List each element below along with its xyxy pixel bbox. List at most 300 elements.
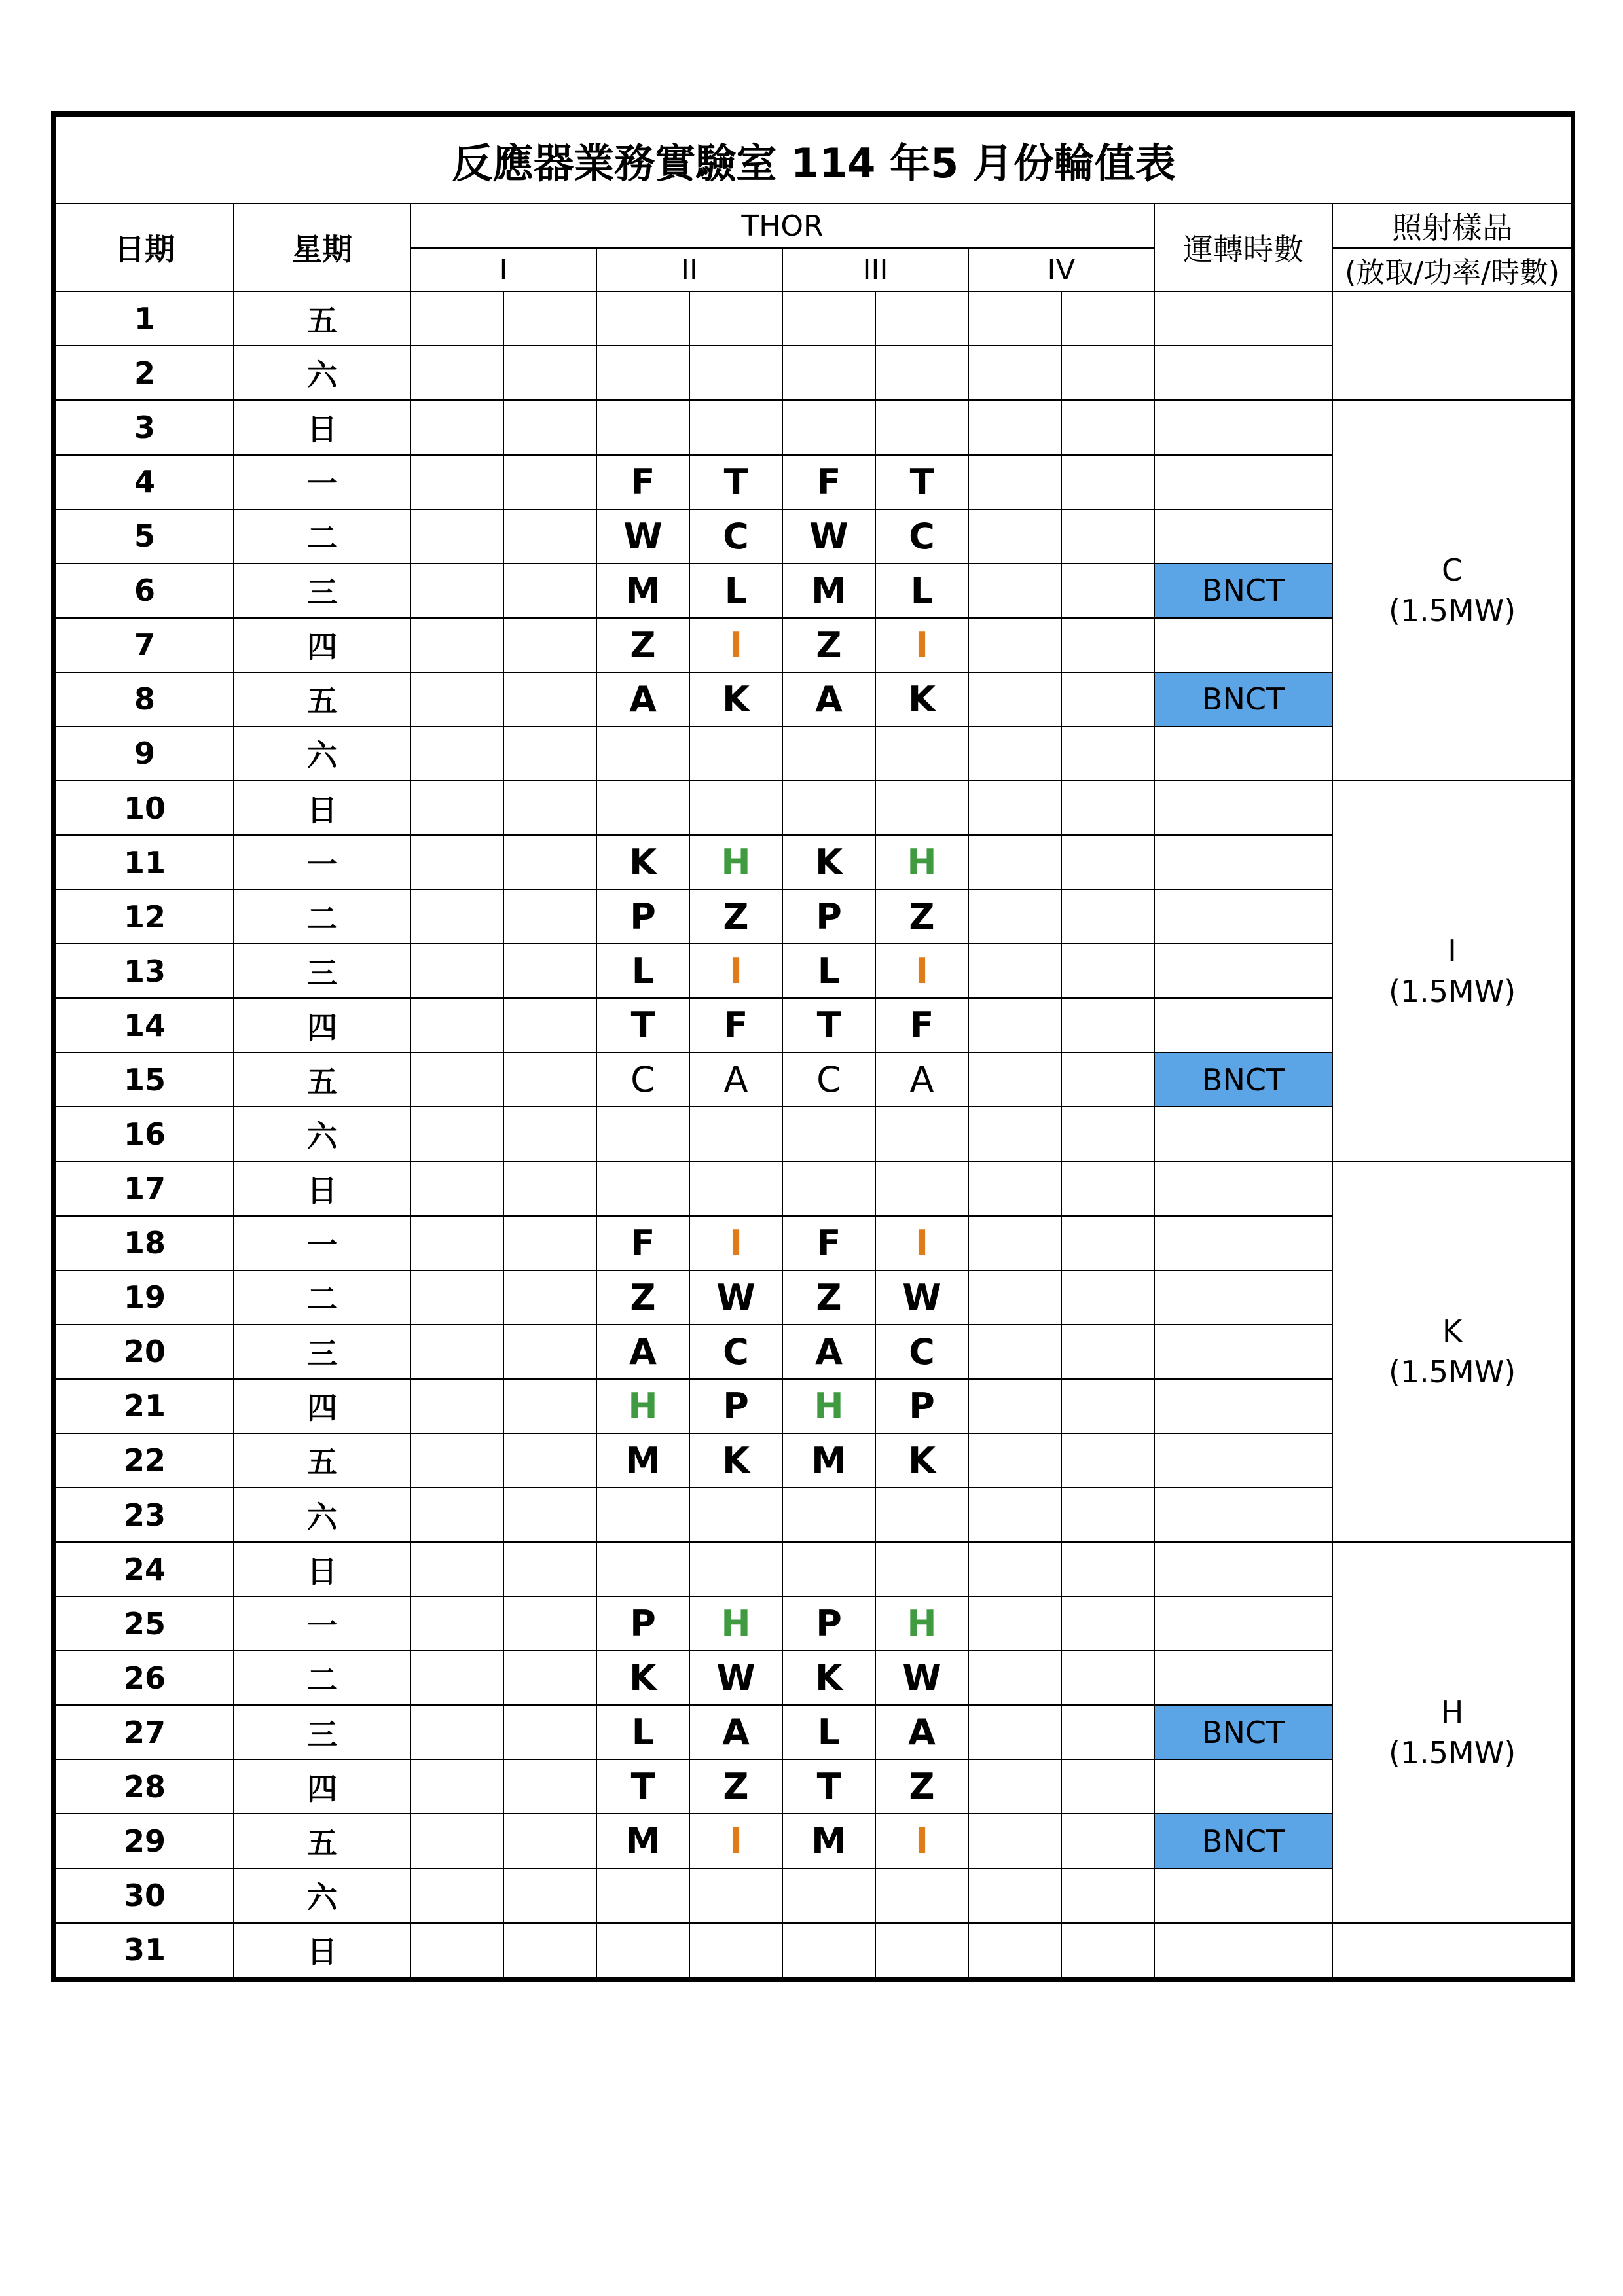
shift-cell <box>1061 291 1154 346</box>
date-cell: 18 <box>56 1216 234 1270</box>
bnct-badge: BNCT <box>1154 564 1332 618</box>
shift-cell-iii-b: A <box>875 1705 968 1759</box>
shift-cell <box>1061 1596 1154 1651</box>
shift-cell <box>503 1433 596 1488</box>
shift-cell-ii-a: M <box>596 564 689 618</box>
shift-cell-iii-a <box>782 400 875 454</box>
shift-cell <box>968 291 1061 346</box>
shift-cell <box>1061 1107 1154 1161</box>
date-cell: 2 <box>56 346 234 400</box>
shift-cell <box>1061 1216 1154 1270</box>
weekday-cell: 六 <box>234 346 410 400</box>
date-cell: 14 <box>56 998 234 1052</box>
shift-cell-ii-b: K <box>689 1433 782 1488</box>
shift-cell <box>968 400 1061 454</box>
date-cell: 17 <box>56 1162 234 1216</box>
shift-cell <box>1061 1759 1154 1814</box>
sample-power: (1.5MW) <box>1388 973 1516 1009</box>
shift-cell <box>503 509 596 564</box>
shift-cell-ii-b <box>689 291 782 346</box>
shift-cell <box>503 1651 596 1705</box>
shift-cell <box>1061 726 1154 781</box>
operation-cell <box>1154 1379 1332 1433</box>
shift-cell-ii-a: L <box>596 944 689 998</box>
weekday-cell: 日 <box>234 1542 410 1596</box>
weekday-cell: 二 <box>234 1651 410 1705</box>
weekday-cell: 五 <box>234 291 410 346</box>
date-cell: 30 <box>56 1869 234 1923</box>
shift-cell <box>1061 509 1154 564</box>
weekday-cell: 五 <box>234 1052 410 1107</box>
shift-cell-ii-a: M <box>596 1814 689 1868</box>
weekday-cell: 六 <box>234 1107 410 1161</box>
shift-cell <box>503 1814 596 1868</box>
shift-cell <box>1061 455 1154 509</box>
shift-cell-ii-b: C <box>689 1325 782 1379</box>
shift-cell <box>968 1379 1061 1433</box>
weekday-cell: 四 <box>234 618 410 672</box>
shift-cell <box>503 1162 596 1216</box>
table-row <box>56 1162 1572 1216</box>
shift-cell-iii-a: K <box>782 1651 875 1705</box>
date-cell: 6 <box>56 564 234 618</box>
shift-cell <box>968 618 1061 672</box>
shift-cell-ii-a: P <box>596 1596 689 1651</box>
shift-cell <box>968 1705 1061 1759</box>
shift-cell-iii-a <box>782 1107 875 1161</box>
shift-cell-iii-b <box>875 1488 968 1542</box>
shift-cell-ii-a: K <box>596 835 689 889</box>
date-cell: 10 <box>56 781 234 835</box>
shift-cell <box>1061 998 1154 1052</box>
weekday-cell: 四 <box>234 1759 410 1814</box>
shift-cell <box>410 726 503 781</box>
shift-cell-iii-a: L <box>782 944 875 998</box>
date-cell: 5 <box>56 509 234 564</box>
shift-cell <box>410 1379 503 1433</box>
header-thor: THOR <box>410 204 1154 248</box>
shift-cell-iii-a: L <box>782 1705 875 1759</box>
shift-cell <box>410 1814 503 1868</box>
shift-cell <box>1061 1162 1154 1216</box>
header-sample-sub: (放取/功率/時數) <box>1332 248 1572 291</box>
shift-cell-ii-b: A <box>689 1052 782 1107</box>
shift-cell-iii-a: F <box>782 1216 875 1270</box>
shift-cell <box>503 1270 596 1325</box>
shift-cell <box>503 944 596 998</box>
weekday-cell: 日 <box>234 1162 410 1216</box>
bnct-badge: BNCT <box>1154 1814 1332 1868</box>
weekday-cell: 三 <box>234 564 410 618</box>
shift-cell <box>1061 1052 1154 1107</box>
shift-cell-ii-a: W <box>596 509 689 564</box>
shift-cell-iii-a: A <box>782 672 875 726</box>
shift-cell-iii-b: F <box>875 998 968 1052</box>
shift-cell <box>1061 944 1154 998</box>
sample-name: C <box>1442 552 1463 588</box>
shift-cell <box>503 1596 596 1651</box>
date-cell: 16 <box>56 1107 234 1161</box>
weekday-cell: 五 <box>234 1814 410 1868</box>
sample-cell <box>1332 781 1572 1162</box>
operation-cell <box>1154 509 1332 564</box>
header-date: 日期 <box>56 204 234 291</box>
shift-cell <box>410 564 503 618</box>
shift-cell-ii-b: Z <box>689 889 782 944</box>
shift-cell <box>410 1651 503 1705</box>
date-cell: 23 <box>56 1488 234 1542</box>
shift-cell <box>503 291 596 346</box>
shift-cell-ii-a <box>596 1488 689 1542</box>
shift-cell-iii-b: C <box>875 509 968 564</box>
shift-cell <box>410 1705 503 1759</box>
operation-cell <box>1154 781 1332 835</box>
shift-cell <box>968 1162 1061 1216</box>
table-row <box>56 1923 1572 1977</box>
shift-cell-iii-a <box>782 291 875 346</box>
shift-cell-iii-a <box>782 346 875 400</box>
shift-cell <box>503 1107 596 1161</box>
shift-cell-ii-a <box>596 1869 689 1923</box>
weekday-cell: 日 <box>234 1923 410 1977</box>
table-row <box>56 1542 1572 1596</box>
weekday-cell: 五 <box>234 1433 410 1488</box>
date-cell: 29 <box>56 1814 234 1868</box>
shift-cell <box>410 400 503 454</box>
date-cell: 12 <box>56 889 234 944</box>
shift-cell-iii-a <box>782 1542 875 1596</box>
shift-cell <box>968 1216 1061 1270</box>
date-cell: 3 <box>56 400 234 454</box>
sample-cell <box>1332 1162 1572 1543</box>
shift-cell-iii-b: Z <box>875 889 968 944</box>
shift-cell <box>503 346 596 400</box>
weekday-cell: 四 <box>234 1379 410 1433</box>
shift-cell <box>1061 835 1154 889</box>
operation-cell <box>1154 1651 1332 1705</box>
operation-cell <box>1154 1596 1332 1651</box>
bnct-badge: BNCT <box>1154 672 1332 726</box>
shift-cell-ii-a: K <box>596 1651 689 1705</box>
shift-cell-iii-b <box>875 781 968 835</box>
shift-cell <box>968 509 1061 564</box>
shift-cell <box>968 1433 1061 1488</box>
shift-cell-ii-b: I <box>689 1216 782 1270</box>
shift-cell <box>1061 1542 1154 1596</box>
shift-cell-ii-b <box>689 1488 782 1542</box>
shift-cell <box>1061 1869 1154 1923</box>
shift-cell <box>1061 618 1154 672</box>
operation-cell <box>1154 1270 1332 1325</box>
shift-cell-iii-b: L <box>875 564 968 618</box>
header-roman-3: III <box>782 248 968 291</box>
shift-cell-iii-b: I <box>875 618 968 672</box>
shift-cell-iii-b <box>875 1542 968 1596</box>
weekday-cell: 三 <box>234 1325 410 1379</box>
shift-cell <box>410 889 503 944</box>
shift-cell-iii-b <box>875 346 968 400</box>
shift-cell <box>1061 1814 1154 1868</box>
shift-cell <box>410 1923 503 1977</box>
shift-cell-iii-b: K <box>875 672 968 726</box>
shift-cell-iii-b <box>875 1869 968 1923</box>
shift-cell-iii-b: H <box>875 1596 968 1651</box>
shift-cell <box>410 1433 503 1488</box>
shift-cell <box>410 1270 503 1325</box>
weekday-cell: 二 <box>234 1270 410 1325</box>
shift-cell <box>1061 1433 1154 1488</box>
shift-cell-iii-a: M <box>782 1433 875 1488</box>
shift-cell <box>968 672 1061 726</box>
shift-cell-ii-b: T <box>689 455 782 509</box>
shift-cell <box>968 346 1061 400</box>
date-cell: 4 <box>56 455 234 509</box>
shift-cell <box>503 672 596 726</box>
shift-cell <box>968 1596 1061 1651</box>
shift-cell-ii-a <box>596 291 689 346</box>
shift-cell <box>503 1759 596 1814</box>
weekday-cell: 一 <box>234 455 410 509</box>
shift-cell-ii-b <box>689 346 782 400</box>
shift-cell <box>968 564 1061 618</box>
shift-cell-iii-a: K <box>782 835 875 889</box>
shift-cell-iii-a: Z <box>782 1270 875 1325</box>
weekday-cell: 三 <box>234 944 410 998</box>
shift-cell <box>968 726 1061 781</box>
operation-cell <box>1154 1433 1332 1488</box>
shift-cell-ii-b: H <box>689 1596 782 1651</box>
shift-cell <box>410 1488 503 1542</box>
shift-cell-iii-a: C <box>782 1052 875 1107</box>
shift-cell-iii-b: I <box>875 1814 968 1868</box>
shift-cell-iii-b <box>875 400 968 454</box>
shift-cell <box>410 455 503 509</box>
shift-cell <box>503 1325 596 1379</box>
shift-cell-ii-b: Z <box>689 1759 782 1814</box>
shift-cell-ii-b <box>689 1162 782 1216</box>
shift-cell-iii-a: Z <box>782 618 875 672</box>
shift-cell-iii-b <box>875 1162 968 1216</box>
operation-cell <box>1154 1759 1332 1814</box>
shift-cell <box>1061 672 1154 726</box>
operation-cell <box>1154 726 1332 781</box>
shift-cell-iii-b: W <box>875 1270 968 1325</box>
shift-cell <box>968 835 1061 889</box>
sample-name: H <box>1440 1694 1464 1730</box>
date-cell: 8 <box>56 672 234 726</box>
shift-cell-iii-a: M <box>782 1814 875 1868</box>
shift-cell-ii-a <box>596 400 689 454</box>
shift-cell <box>503 1052 596 1107</box>
shift-cell <box>410 672 503 726</box>
date-cell: 26 <box>56 1651 234 1705</box>
shift-cell-ii-a: H <box>596 1379 689 1433</box>
shift-cell-ii-b: W <box>689 1651 782 1705</box>
shift-cell-iii-a: P <box>782 889 875 944</box>
shift-cell <box>968 1814 1061 1868</box>
shift-cell-ii-a: F <box>596 455 689 509</box>
operation-cell <box>1154 455 1332 509</box>
shift-cell-ii-a: T <box>596 998 689 1052</box>
shift-cell <box>1061 781 1154 835</box>
shift-cell-ii-b: I <box>689 944 782 998</box>
shift-cell <box>503 1542 596 1596</box>
shift-cell <box>968 1651 1061 1705</box>
shift-cell-iii-a: P <box>782 1596 875 1651</box>
operation-cell <box>1154 1162 1332 1216</box>
roster-table <box>55 115 1573 1978</box>
shift-cell <box>410 509 503 564</box>
shift-cell-iii-b <box>875 1923 968 1977</box>
shift-cell <box>410 998 503 1052</box>
table-row <box>56 291 1572 346</box>
shift-cell-iii-b: I <box>875 944 968 998</box>
shift-cell-ii-a <box>596 1162 689 1216</box>
shift-cell-iii-b: K <box>875 1433 968 1488</box>
shift-cell <box>968 455 1061 509</box>
shift-cell <box>503 618 596 672</box>
shift-cell-ii-a: M <box>596 1433 689 1488</box>
date-cell: 11 <box>56 835 234 889</box>
shift-cell-iii-b: I <box>875 1216 968 1270</box>
date-cell: 7 <box>56 618 234 672</box>
shift-cell <box>968 1923 1061 1977</box>
shift-cell <box>410 1107 503 1161</box>
table-row <box>56 781 1572 835</box>
shift-cell <box>968 944 1061 998</box>
weekday-cell: 五 <box>234 672 410 726</box>
shift-cell-ii-b: I <box>689 1814 782 1868</box>
bnct-badge: BNCT <box>1154 1705 1332 1759</box>
header-operation-hours: 運轉時數 <box>1154 204 1332 291</box>
shift-cell <box>968 1759 1061 1814</box>
operation-cell <box>1154 618 1332 672</box>
date-cell: 27 <box>56 1705 234 1759</box>
shift-cell <box>1061 400 1154 454</box>
shift-cell <box>503 455 596 509</box>
operation-cell <box>1154 1216 1332 1270</box>
date-cell: 25 <box>56 1596 234 1651</box>
date-cell: 19 <box>56 1270 234 1325</box>
shift-cell <box>1061 889 1154 944</box>
sample-power: (1.5MW) <box>1388 1734 1516 1770</box>
shift-cell-iii-a: W <box>782 509 875 564</box>
shift-cell <box>410 346 503 400</box>
sample-power: (1.5MW) <box>1388 1354 1516 1390</box>
shift-cell-ii-a: Z <box>596 1270 689 1325</box>
shift-cell-ii-a: A <box>596 672 689 726</box>
operation-cell <box>1154 1325 1332 1379</box>
shift-cell <box>410 781 503 835</box>
shift-cell-ii-a <box>596 1542 689 1596</box>
shift-cell <box>1061 1488 1154 1542</box>
shift-cell-ii-a <box>596 1107 689 1161</box>
shift-cell <box>410 1325 503 1379</box>
shift-cell <box>503 998 596 1052</box>
shift-cell-ii-b: I <box>689 618 782 672</box>
weekday-cell: 日 <box>234 781 410 835</box>
shift-cell-ii-a <box>596 346 689 400</box>
shift-cell <box>968 1052 1061 1107</box>
bnct-badge: BNCT <box>1154 1052 1332 1107</box>
shift-cell-iii-a: F <box>782 455 875 509</box>
shift-cell-iii-a: A <box>782 1325 875 1379</box>
shift-cell-ii-a: F <box>596 1216 689 1270</box>
date-cell: 13 <box>56 944 234 998</box>
weekday-cell: 四 <box>234 998 410 1052</box>
shift-cell-ii-b: H <box>689 835 782 889</box>
shift-cell <box>410 291 503 346</box>
operation-cell <box>1154 889 1332 944</box>
sample-cell <box>1332 1923 1572 1977</box>
page-title: 反應器業務實驗室 114 年5 月份輪值表 <box>56 116 1572 204</box>
shift-cell <box>968 1325 1061 1379</box>
shift-cell <box>503 1488 596 1542</box>
date-cell: 24 <box>56 1542 234 1596</box>
shift-cell-ii-b: K <box>689 672 782 726</box>
shift-cell <box>1061 1923 1154 1977</box>
shift-cell-ii-a: P <box>596 889 689 944</box>
weekday-cell: 一 <box>234 1596 410 1651</box>
shift-cell-ii-b: P <box>689 1379 782 1433</box>
shift-cell-ii-a <box>596 781 689 835</box>
shift-cell-iii-a: T <box>782 1759 875 1814</box>
shift-cell <box>968 781 1061 835</box>
shift-cell-ii-b <box>689 781 782 835</box>
weekday-cell: 一 <box>234 835 410 889</box>
shift-cell-iii-a <box>782 1488 875 1542</box>
shift-cell <box>503 1216 596 1270</box>
shift-cell <box>410 1216 503 1270</box>
weekday-cell: 二 <box>234 889 410 944</box>
operation-cell <box>1154 1869 1332 1923</box>
weekday-cell: 一 <box>234 1216 410 1270</box>
shift-cell-iii-a: M <box>782 564 875 618</box>
operation-cell <box>1154 1488 1332 1542</box>
date-cell: 22 <box>56 1433 234 1488</box>
shift-cell <box>410 1759 503 1814</box>
shift-cell <box>503 835 596 889</box>
shift-cell-iii-b: H <box>875 835 968 889</box>
shift-cell-iii-b <box>875 291 968 346</box>
shift-cell-iii-b: C <box>875 1325 968 1379</box>
shift-cell-iii-b: W <box>875 1651 968 1705</box>
shift-cell-iii-b: P <box>875 1379 968 1433</box>
shift-cell <box>503 726 596 781</box>
shift-cell-iii-a <box>782 1162 875 1216</box>
weekday-cell: 三 <box>234 1705 410 1759</box>
shift-cell-iii-b: T <box>875 455 968 509</box>
shift-cell <box>410 618 503 672</box>
operation-cell <box>1154 1107 1332 1161</box>
shift-cell <box>968 1270 1061 1325</box>
weekday-cell: 六 <box>234 1869 410 1923</box>
shift-cell <box>503 1869 596 1923</box>
shift-cell <box>503 889 596 944</box>
header-roman-2: II <box>596 248 782 291</box>
operation-cell <box>1154 1923 1332 1977</box>
shift-cell-ii-b <box>689 1542 782 1596</box>
sample-cell <box>1332 1542 1572 1923</box>
shift-cell <box>410 1869 503 1923</box>
shift-cell <box>503 564 596 618</box>
shift-cell-ii-b: A <box>689 1705 782 1759</box>
shift-cell-iii-a <box>782 1923 875 1977</box>
shift-cell <box>503 1379 596 1433</box>
weekday-cell: 六 <box>234 1488 410 1542</box>
operation-cell <box>1154 291 1332 346</box>
sample-cell <box>1332 291 1572 400</box>
